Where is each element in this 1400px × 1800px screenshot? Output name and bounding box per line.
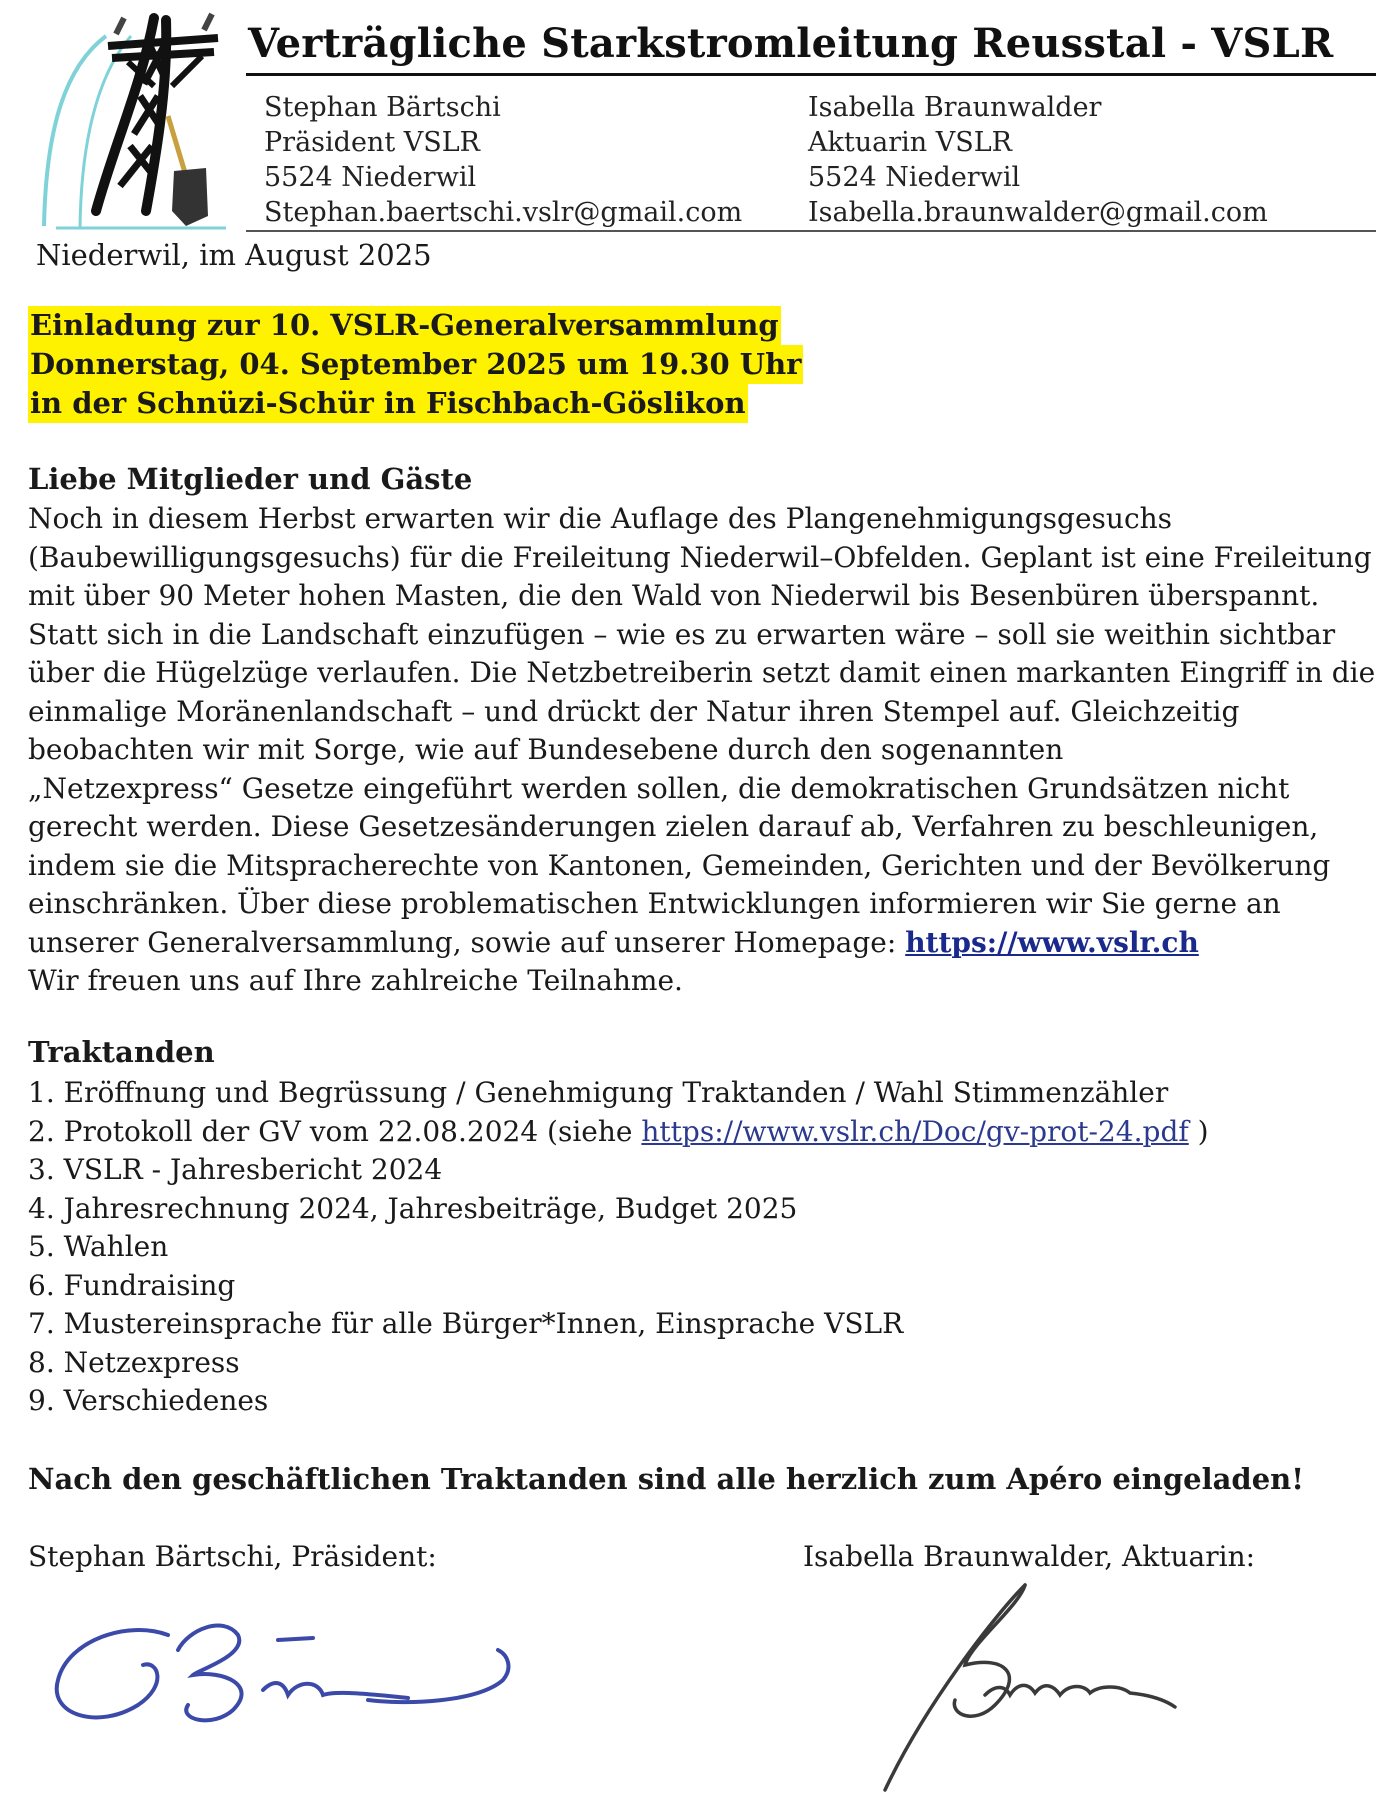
body-line: über die Hügelzüge verlaufen. Die Netzbetreiberin setzt damit einen markanten Eingriff in die	[28, 656, 1376, 689]
contact-role: Aktuarin VSLR	[808, 127, 1012, 158]
body-line: beobachten wir mit Sorge, wie auf Bundesebene durch den sogenannten	[28, 733, 1064, 766]
signature-president-icon	[48, 1610, 538, 1740]
agenda-title: Traktanden	[28, 1035, 215, 1069]
agenda-item: 7. Mustereinsprache für alle Bürger*Innen, Einsprache VSLR	[28, 1307, 904, 1340]
greeting: Liebe Mitglieder und Gäste	[28, 462, 473, 496]
agenda-item: 4. Jahresrechnung 2024, Jahresbeiträge, Budget 2025	[28, 1191, 798, 1225]
body-line: einschränken. Über diese problematischen Entwicklungen informieren wir Sie gerne an	[28, 887, 1281, 920]
homepage-prefix: unserer Generalversammlung, sowie auf unserer Homepage:	[28, 925, 906, 959]
signature-label-secretary: Isabella Braunwalder, Aktuarin:	[803, 1540, 1256, 1573]
invitation-title: Einladung zur 10. VSLR-Generalversammlung	[28, 306, 781, 345]
homepage-link[interactable]: https://www.vslr.ch	[905, 925, 1199, 959]
protocol-link[interactable]: https://www.vslr.ch/Doc/gv-prot-24.pdf	[641, 1114, 1189, 1148]
contact-email: Isabella.braunwalder@gmail.com	[808, 197, 1268, 228]
body-line: Statt sich in die Landschaft einzufügen – wie es zu erwarten wäre – soll sie weithin sichtbar	[28, 617, 1336, 651]
agenda-item: 1. Eröffnung und Begrüssung / Genehmigung Traktanden / Wahl Stimmenzähler	[28, 1076, 1169, 1109]
agenda-list	[28, 1074, 1209, 1421]
contact-email: Stephan.baertschi.vslr@gmail.com	[264, 197, 743, 228]
contact-block-secretary	[808, 90, 1268, 230]
contact-name: Stephan Bärtschi	[264, 92, 501, 123]
contact-city: 5524 Niederwil	[264, 162, 477, 193]
body-line: einmalige Moränenlandschaft – und drückt der Natur ihren Stempel auf. Gleichzeitig	[28, 694, 1240, 728]
contact-city: 5524 Niederwil	[808, 162, 1021, 193]
body-line: Noch in diesem Herbst erwarten wir die Auflage des Plangenehmigungsgesuchs	[28, 502, 1173, 535]
contact-role: Präsident VSLR	[264, 127, 480, 158]
invitation-date: Donnerstag, 04. September 2025 um 19.30 Uhr	[28, 345, 803, 384]
body-paragraph	[28, 500, 1383, 1001]
agenda-item: 5. Wahlen	[28, 1230, 169, 1263]
body-line-homepage	[28, 924, 1383, 963]
signature-secretary-icon	[845, 1575, 1205, 1795]
body-closing-line: Wir freuen uns auf Ihre zahlreiche Teilnahme.	[28, 964, 683, 997]
invitation-block	[28, 306, 803, 423]
body-line: mit über 90 Meter hohen Masten, die den Wald von Niederwil bis Besenbüren überspannt.	[28, 579, 1320, 612]
closing-statement: Nach den geschäftlichen Traktanden sind alle herzlich zum Apéro eingeladen!	[28, 1462, 1304, 1496]
signature-label-president: Stephan Bärtschi, Präsident:	[28, 1540, 437, 1573]
agenda-item: 9. Verschiedenes	[28, 1384, 269, 1417]
date-line: Niederwil, im August 2025	[36, 238, 432, 272]
header-rule-bottom	[246, 230, 1376, 232]
agenda-item: 8. Netzexpress	[28, 1345, 240, 1379]
agenda-item: 3. VSLR - Jahresbericht 2024	[28, 1153, 443, 1186]
agenda-item-prefix: 2. Protokoll der GV vom 22.08.2024 (siehe	[28, 1114, 642, 1148]
agenda-item	[28, 1113, 1209, 1152]
body-line: „Netzexpress“ Gesetze eingeführt werden sollen, die demokratischen Grundsätzen nicht	[28, 771, 1290, 805]
body-line: indem sie die Mitspracherechte von Kantonen, Gemeinden, Gerichten und der Bevölkerung	[28, 848, 1331, 882]
contact-name: Isabella Braunwalder	[808, 92, 1102, 123]
organization-title: Verträgliche Starkstromleitung Reusstal - VSLR	[248, 20, 1334, 67]
power-pylon-logo-icon	[36, 6, 236, 236]
agenda-item: 6. Fundraising	[28, 1268, 236, 1302]
body-line: gerecht werden. Diese Gesetzesänderungen zielen darauf ab, Verfahren zu beschleunigen,	[28, 810, 1319, 843]
invitation-location: in der Schnüzi-Schür in Fischbach-Göslikon	[28, 384, 748, 423]
agenda-item-suffix: )	[1188, 1114, 1209, 1148]
contact-block-president	[264, 90, 742, 230]
header-rule-top	[246, 73, 1376, 76]
body-line: (Baubewilligungsgesuchs) für die Freileitung Niederwil–Obfelden. Geplant ist eine Freileitung	[28, 540, 1372, 574]
